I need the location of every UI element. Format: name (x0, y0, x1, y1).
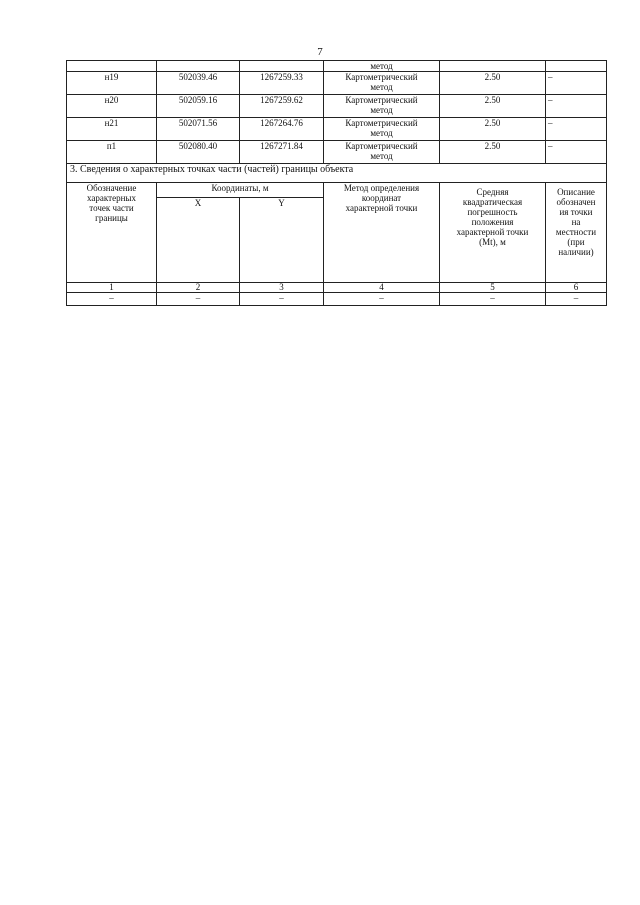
cell-description: – (546, 95, 607, 118)
cell-description: – (546, 118, 607, 141)
header-line: границы (95, 213, 128, 223)
table-row (67, 118, 607, 141)
cell-y: 1267259.33 (240, 72, 324, 95)
header-y: Y (240, 198, 324, 283)
header-line: (Mt), м (479, 237, 506, 247)
header-line: (при (567, 237, 585, 247)
method-line: метод (370, 128, 393, 138)
cell-description (546, 61, 607, 72)
cell-name (67, 61, 157, 72)
cell-method (324, 141, 440, 164)
column-number: 1 (67, 283, 157, 293)
method-line: Картометрический (345, 141, 418, 151)
cell-error: – (440, 293, 546, 306)
header-line: положения (471, 217, 514, 227)
table-row (67, 293, 607, 306)
header-line: Описание (557, 187, 595, 197)
column-number: 6 (546, 283, 607, 293)
cell-y (240, 61, 324, 72)
column-number: 5 (440, 283, 546, 293)
table-row (67, 141, 607, 164)
cell-name: н21 (67, 118, 157, 141)
header-designation (67, 183, 157, 283)
column-number: 4 (324, 283, 440, 293)
header-coordinates: Координаты, м (157, 183, 324, 198)
header-line: координат (361, 193, 402, 203)
header-x: X (157, 198, 240, 283)
header-line: наличии) (558, 247, 594, 257)
header-line: квадратическая (462, 197, 523, 207)
header-line: обозначен (556, 197, 596, 207)
cell-error: 2.50 (440, 72, 546, 95)
cell-x: 502039.46 (157, 72, 240, 95)
cell-name: н20 (67, 95, 157, 118)
header-line: характерных (87, 193, 136, 203)
table-row (67, 61, 607, 72)
header-line: Обозначение (86, 183, 137, 193)
cell-x (157, 61, 240, 72)
method-line: метод (370, 82, 393, 92)
section-title: 3. Сведения о характерных точках части (частей) границы объекта (67, 164, 607, 183)
cell-description: – (546, 141, 607, 164)
cell-error: 2.50 (440, 141, 546, 164)
header-line: Метод определения (343, 183, 420, 193)
cell-name: – (67, 293, 157, 306)
column-numbers-row (67, 283, 607, 293)
cell-x: – (157, 293, 240, 306)
method-line: Картометрический (345, 118, 418, 128)
method-line: метод (370, 105, 393, 115)
cell-y: 1267259.62 (240, 95, 324, 118)
header-line: ия точки (559, 207, 593, 217)
method-line: Картометрический (345, 72, 418, 82)
header-line: на (571, 217, 581, 227)
cell-method: – (324, 293, 440, 306)
column-number: 2 (157, 283, 240, 293)
cell-y: 1267271.84 (240, 141, 324, 164)
header-method (324, 183, 440, 283)
header-line: характерной точки (345, 203, 418, 213)
section-title-row (67, 164, 607, 183)
method-line: Картометрический (345, 95, 418, 105)
cell-error: 2.50 (440, 118, 546, 141)
cell-name: п1 (67, 141, 157, 164)
cell-y: – (240, 293, 324, 306)
header-error (440, 183, 546, 283)
cell-method (324, 95, 440, 118)
method-line: метод (370, 151, 393, 161)
cell-error: 2.50 (440, 95, 546, 118)
cell-name: н19 (67, 72, 157, 95)
header-line: характерной точки (456, 227, 529, 237)
cell-x: 502059.16 (157, 95, 240, 118)
table-row (67, 95, 607, 118)
page-number: 7 (317, 46, 323, 58)
header-line: точек части (89, 203, 134, 213)
column-number: 3 (240, 283, 324, 293)
cell-x: 502080.40 (157, 141, 240, 164)
cell-description: – (546, 72, 607, 95)
header-line: местности (555, 227, 597, 237)
header-line: погрешность (467, 207, 518, 217)
table-row (67, 72, 607, 95)
cell-method (324, 118, 440, 141)
cell-description: – (546, 293, 607, 306)
coordinates-table (66, 60, 607, 306)
header-description (546, 183, 607, 283)
cell-error (440, 61, 546, 72)
cell-y: 1267264.76 (240, 118, 324, 141)
cell-x: 502071.56 (157, 118, 240, 141)
cell-method (324, 72, 440, 95)
header-line: Средняя (476, 187, 509, 197)
cell-method: метод (324, 61, 440, 72)
header-row (67, 183, 607, 198)
